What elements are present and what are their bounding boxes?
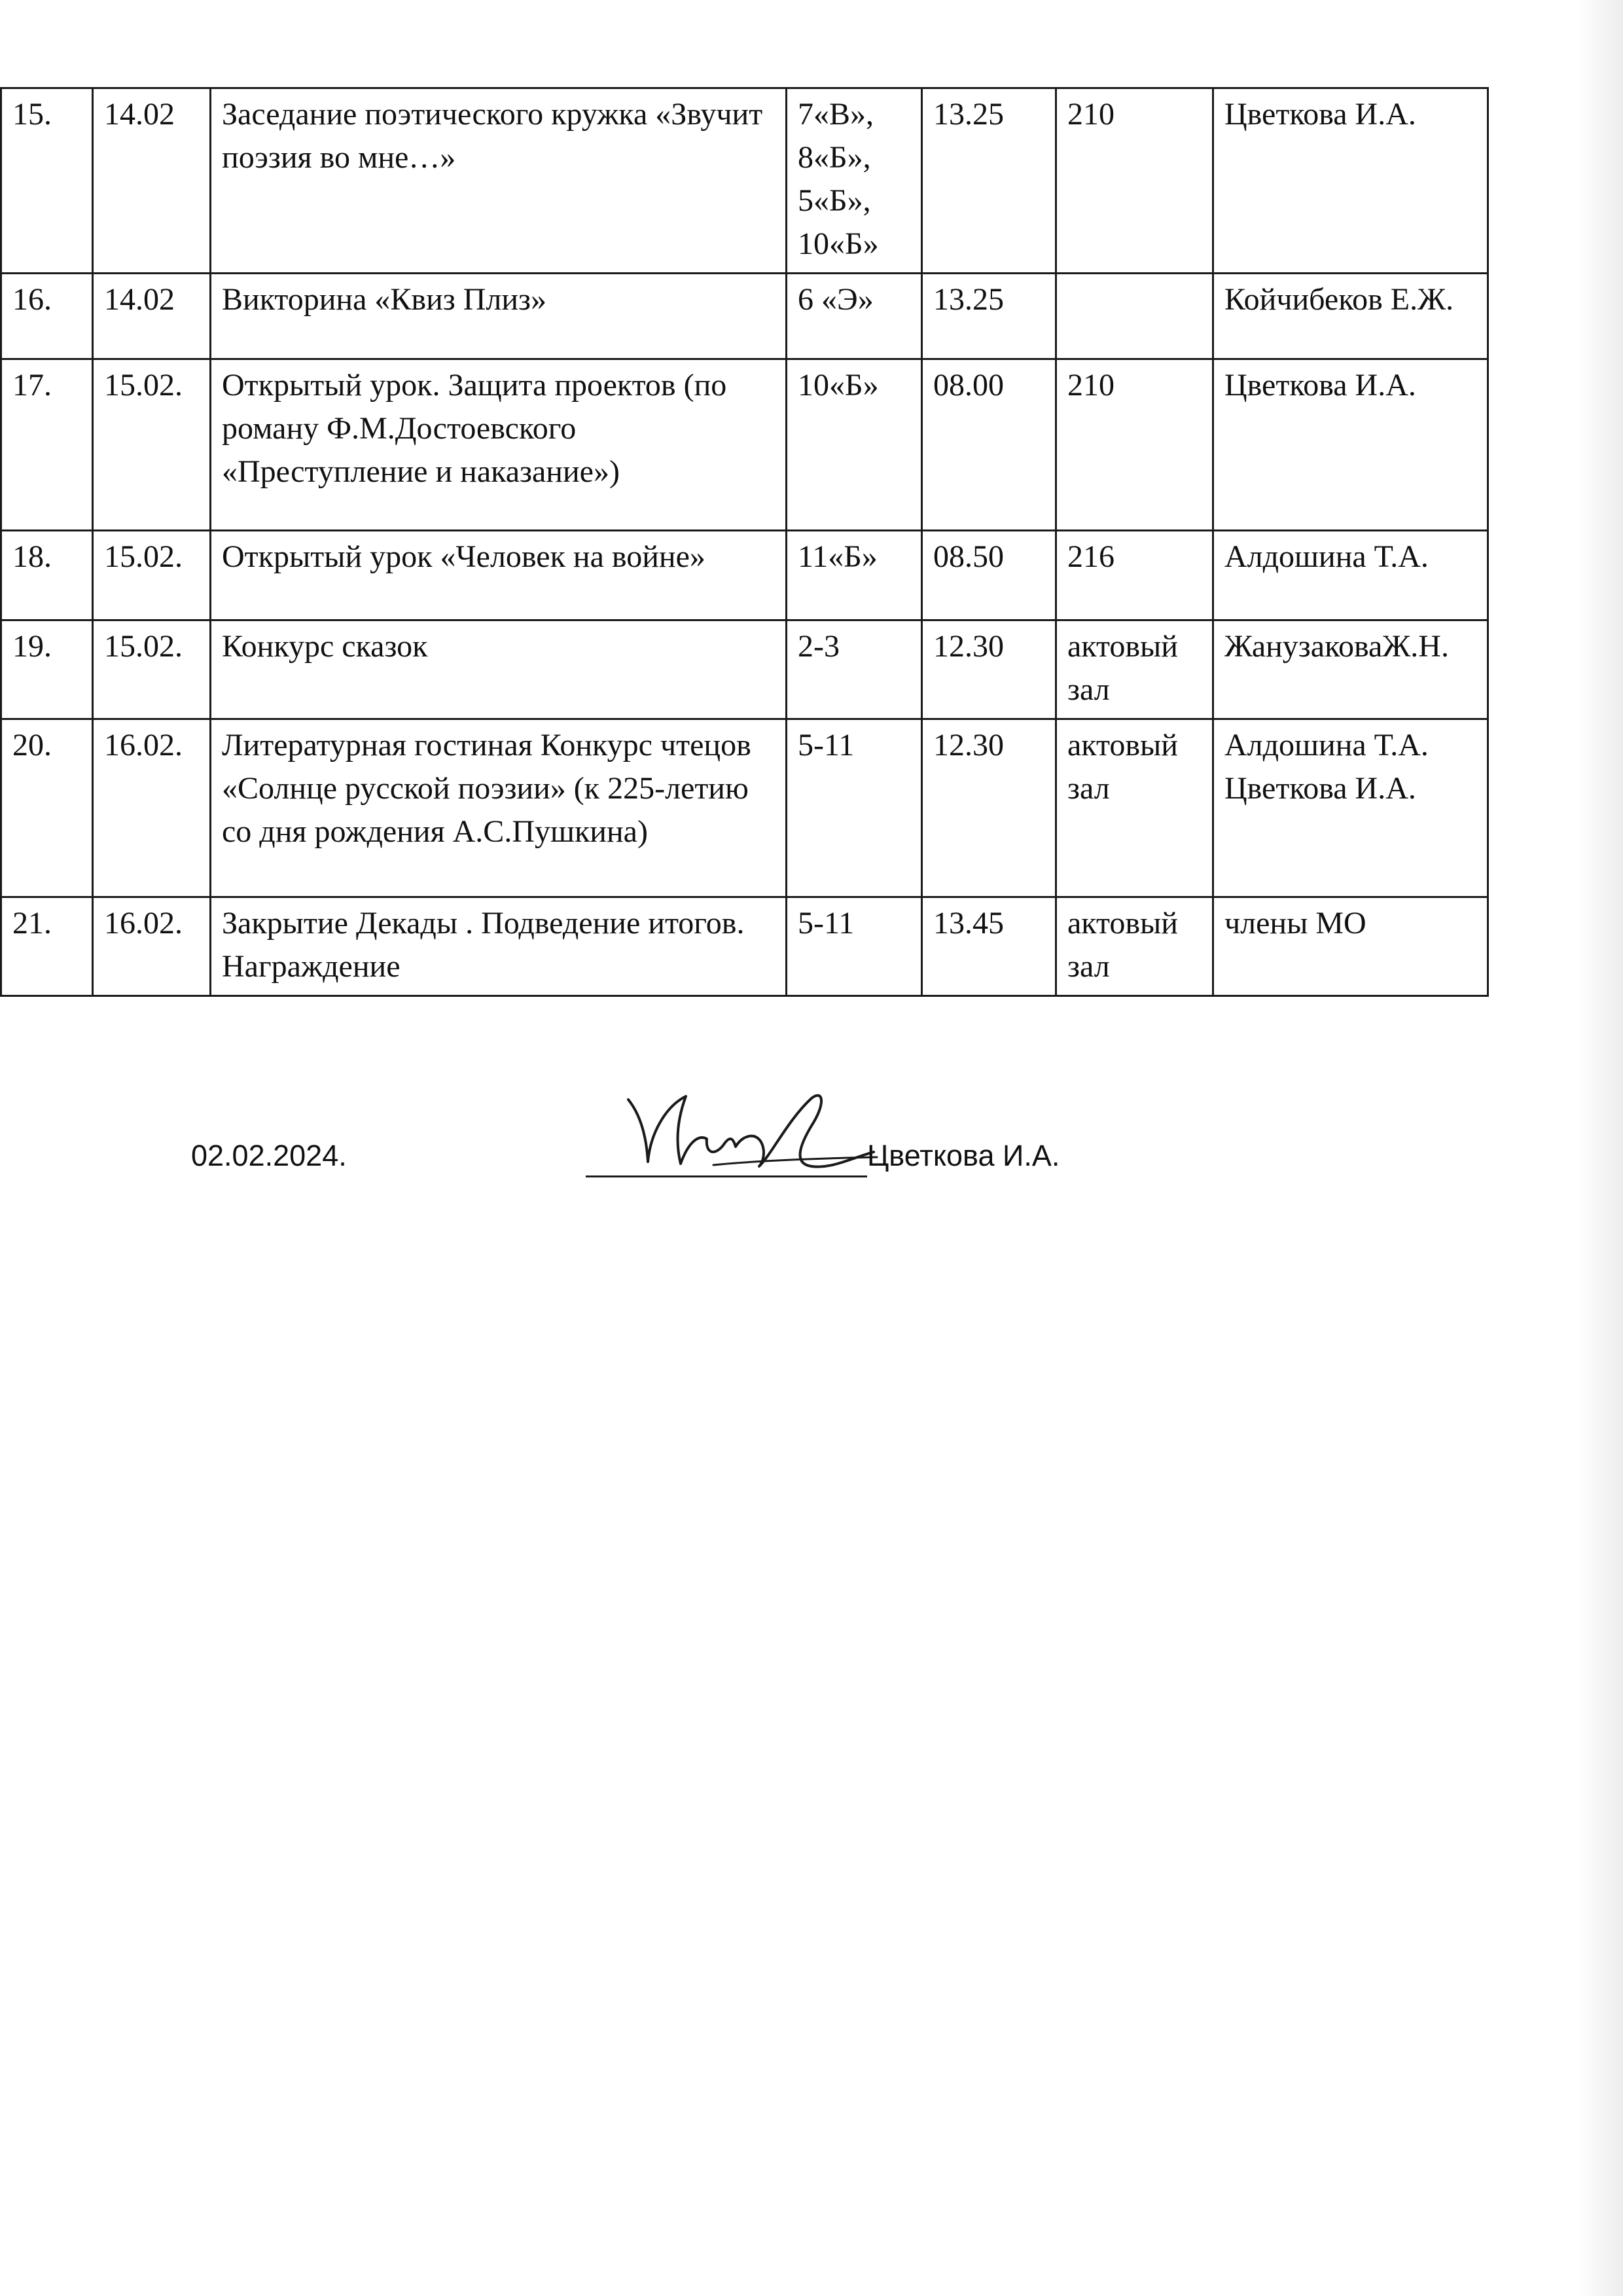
document-date: 02.02.2024. xyxy=(191,1139,347,1172)
row-place: актовый зал xyxy=(1056,719,1213,897)
row-event: Викторина «Квиз Плиз» xyxy=(211,274,787,359)
row-class: 5-11 xyxy=(787,719,922,897)
table-row xyxy=(1,719,1488,897)
row-number: 17. xyxy=(1,359,93,531)
row-number: 18. xyxy=(1,531,93,620)
row-date: 14.02 xyxy=(93,274,211,359)
table-row xyxy=(1,531,1488,620)
row-class: 7«В», 8«Б», 5«Б», 10«Б» xyxy=(787,88,922,274)
row-time: 13.25 xyxy=(922,88,1056,274)
row-responsible: Цветкова И.А. xyxy=(1213,359,1488,531)
row-class: 5-11 xyxy=(787,897,922,996)
row-place: 216 xyxy=(1056,531,1213,620)
row-time: 13.45 xyxy=(922,897,1056,996)
row-event: Конкурс сказок xyxy=(211,620,787,719)
row-date: 15.02. xyxy=(93,359,211,531)
row-number: 15. xyxy=(1,88,93,274)
row-place: актовый зал xyxy=(1056,620,1213,719)
row-class: 2-3 xyxy=(787,620,922,719)
row-time: 08.50 xyxy=(922,531,1056,620)
row-number: 21. xyxy=(1,897,93,996)
row-event: Открытый урок «Человек на войне» xyxy=(211,531,787,620)
row-responsible: ЖанузаковаЖ.Н. xyxy=(1213,620,1488,719)
row-class: 6 «Э» xyxy=(787,274,922,359)
table-row xyxy=(1,897,1488,996)
table-row xyxy=(1,359,1488,531)
table-row xyxy=(1,88,1488,274)
row-place xyxy=(1056,274,1213,359)
row-date: 14.02 xyxy=(93,88,211,274)
row-class: 11«Б» xyxy=(787,531,922,620)
row-number: 20. xyxy=(1,719,93,897)
row-time: 08.00 xyxy=(922,359,1056,531)
row-time: 12.30 xyxy=(922,620,1056,719)
row-event: Закрытие Декады . Подведение итогов. Награждение xyxy=(211,897,787,996)
row-responsible: Алдошина Т.А. xyxy=(1213,531,1488,620)
signer-name: Цветкова И.А. xyxy=(867,1139,1060,1172)
row-date: 15.02. xyxy=(93,620,211,719)
events-table xyxy=(0,87,1489,997)
handwritten-signature xyxy=(615,1080,890,1191)
row-date: 16.02. xyxy=(93,897,211,996)
row-place: 210 xyxy=(1056,88,1213,274)
row-time: 12.30 xyxy=(922,719,1056,897)
row-class: 10«Б» xyxy=(787,359,922,531)
row-event: Заседание поэтического кружка «Звучит поэзия во мне…» xyxy=(211,88,787,274)
table-row xyxy=(1,620,1488,719)
row-date: 16.02. xyxy=(93,719,211,897)
table-row xyxy=(1,274,1488,359)
row-event: Литературная гостиная Конкурс чтецов «Солнце русской поэзии» (к 225-летию со дня рождения А.С.Пушкина) xyxy=(211,719,787,897)
row-responsible: Алдошина Т.А. Цветкова И.А. xyxy=(1213,719,1488,897)
events-table-body xyxy=(1,88,1488,996)
row-number: 19. xyxy=(1,620,93,719)
row-number: 16. xyxy=(1,274,93,359)
row-responsible: Койчибеков Е.Ж. xyxy=(1213,274,1488,359)
row-responsible: Цветкова И.А. xyxy=(1213,88,1488,274)
row-responsible: члены МО xyxy=(1213,897,1488,996)
signature-block xyxy=(0,1113,1623,1244)
row-event: Открытый урок. Защита проектов (по роману Ф.М.Достоевского «Преступление и наказание») xyxy=(211,359,787,531)
row-time: 13.25 xyxy=(922,274,1056,359)
row-place: 210 xyxy=(1056,359,1213,531)
row-date: 15.02. xyxy=(93,531,211,620)
row-place: актовый зал xyxy=(1056,897,1213,996)
